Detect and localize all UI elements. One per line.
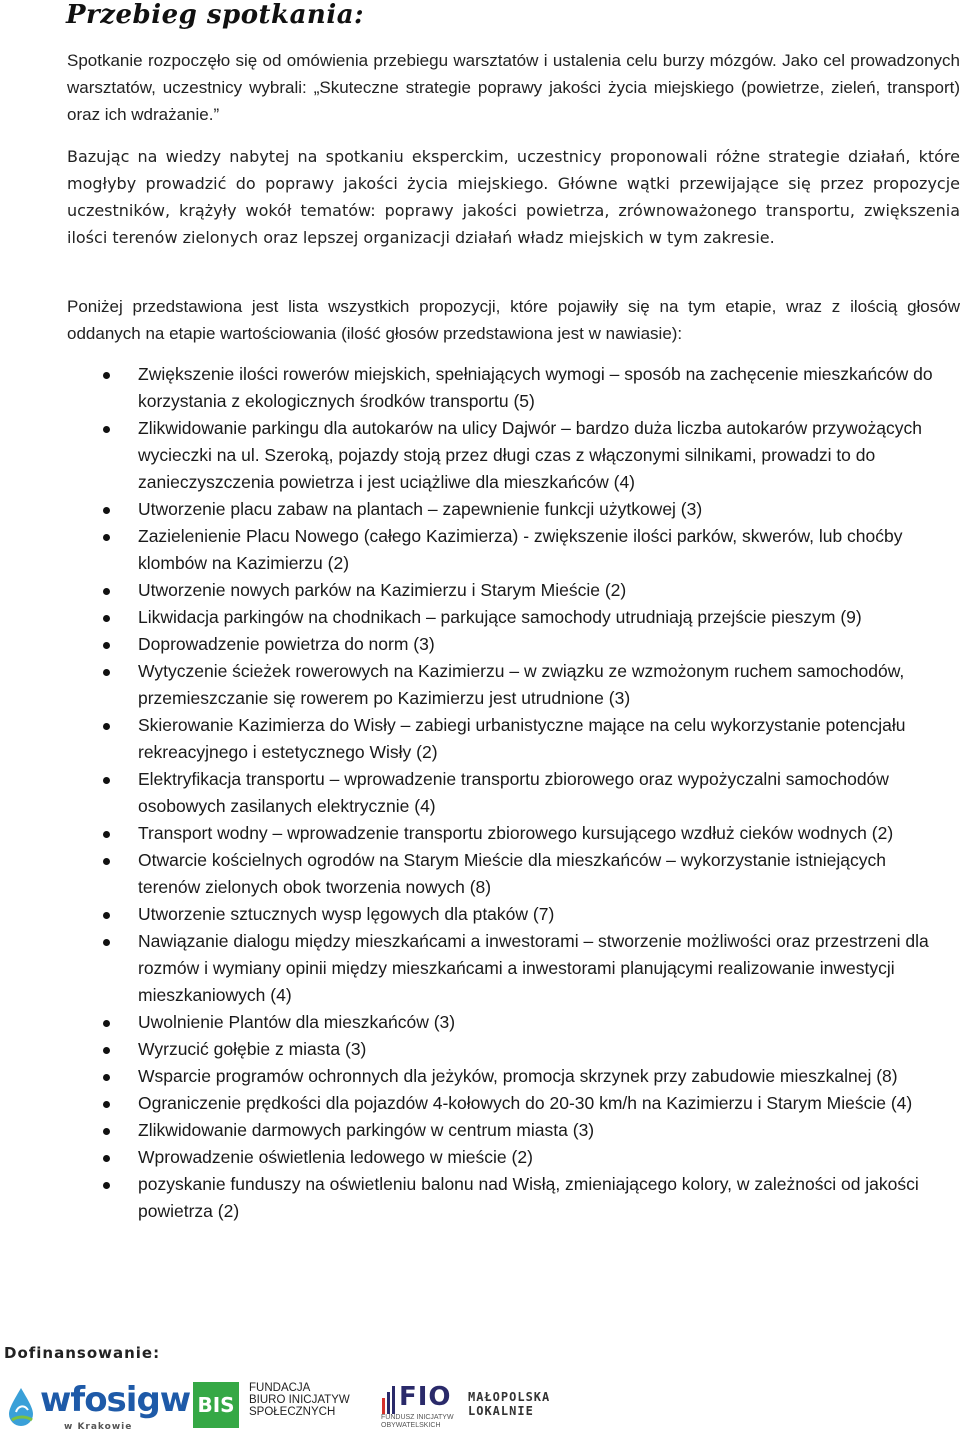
list-item: Likwidacja parkingów na chodnikach – parkujące samochody utrudniają przejście pieszym (9) [0, 604, 960, 631]
list-item: Skierowanie Kazimierza do Wisły – zabiegi urbanistyczne mające na celu wykorzystanie potencjału rekreacyjnego i estetycznego Wisły (2) [0, 712, 960, 766]
bullet-icon [103, 939, 110, 946]
bullet-icon [103, 372, 110, 379]
strategies-paragraph: Bazując na wiedzy nabytej na spotkaniu eksperckim, uczestnicy proponowali różne strategie działań, które mogłyby prowadzić do poprawy jakości życia miejskiego. Główne wątki przewijające się przez propozycje uczestników, krążyły wokół tematów: poprawy jakości powietrza, zrównoważonego transportu, zwiększenia ilości terenów zielonych oraz lepszej organizacji działań władz miejskich w tym zakresie. [67, 147, 960, 247]
intro-paragraph: Spotkanie rozpoczęło się od omówienia przebiegu warsztatów i ustalenia celu burzy mózgów. Jako cel prowadzonych warsztatów, uczestnicy wybrali: „Skuteczne strategie poprawy jakości życia miejskiego (powietrze, zieleń, transport) oraz ich wdrażanie.” [67, 51, 960, 124]
bullet-icon [103, 912, 110, 919]
bis-logo [193, 1382, 363, 1432]
bullet-icon [103, 1101, 110, 1108]
wfosigw-subtitle: w Krakowie [64, 1422, 133, 1432]
wfosigw-wordmark: wfosigw [40, 1380, 191, 1420]
list-item: Zwiększenie ilości rowerów miejskich, spełniających wymogi – sposób na zachęcenie mieszkańców do korzystania z ekologicznych środków transportu (5) [0, 361, 960, 415]
bullet-icon [103, 534, 110, 541]
bullet-icon [103, 723, 110, 730]
bullet-icon [103, 642, 110, 649]
list-item: Utworzenie nowych parków na Kazimierzu i Starym Mieście (2) [0, 577, 960, 604]
fio-wordmark: FIO [399, 1382, 452, 1412]
bullet-icon [103, 615, 110, 622]
proposals-list [0, 361, 960, 1225]
list-item: Elektryfikacja transportu – wprowadzenie transportu zbiorowego oraz wypożyczalni samochodów osobowych zasilanych elektrycznie (4) [0, 766, 960, 820]
list-item: pozyskanie funduszy na oświetleniu balonu nad Wisłą, zmieniającego kolory, w zależności od jakości powietrza (2) [0, 1171, 960, 1225]
list-intro-paragraph: Poniżej przedstawiona jest lista wszystkich propozycji, które pojawiły się na tym etapie, wraz z ilością głosów oddanych na etapie wartościowania (ilość głosów przedstawiona jest w nawiasie): [67, 297, 960, 343]
bis-mark: BIS [193, 1382, 239, 1428]
list-item: Zlikwidowanie darmowych parkingów w centrum miasta (3) [0, 1117, 960, 1144]
malopolska-lokalnie-logo: MAŁOPOLSKA LOKALNIE [468, 1390, 551, 1418]
wfosigw-logo [6, 1380, 191, 1436]
list-item: Zlikwidowanie parkingu dla autokarów na ulicy Dajwór – bardzo duża liczba autokarów przywożących wycieczki na ul. Szeroką, pojazdy stoją przez długi czas z włączonymi silnikami, prowadzi to do zanieczyszczenia powietrza i jest uciążliwe dla mieszkańców (4) [0, 415, 960, 496]
list-item: Doprowadzenie powietrza do norm (3) [0, 631, 960, 658]
funding-label: Dofinansowanie: [4, 1344, 161, 1362]
fio-logo [381, 1382, 461, 1432]
list-item: Wsparcie programów ochronnych dla jeżyków, promocja skrzynek przy zabudowie mieszkalnej (8) [0, 1063, 960, 1090]
bis-name: FUNDACJA BIURO INICJATYW SPOŁECZNYCH [249, 1382, 350, 1418]
list-item: Otwarcie kościelnych ogrodów na Starym Mieście dla mieszkańców – wykorzystanie istniejących terenów zielonych obok tworzenia nowych (8) [0, 847, 960, 901]
fio-subtitle: FUNDUSZ INICJATYW OBYWATELSKICH [381, 1414, 454, 1429]
bullet-icon [103, 1182, 110, 1189]
list-item: Wyrzucić gołębie z miasta (3) [0, 1036, 960, 1063]
bullet-icon [103, 1047, 110, 1054]
bullet-icon [103, 1074, 110, 1081]
list-item: Transport wodny – wprowadzenie transportu zbiorowego kursującego wzdłuż cieków wodnych (2) [0, 820, 960, 847]
list-item: Wytyczenie ścieżek rowerowych na Kazimierzu – w związku ze wzmożonym ruchem samochodów, przemieszczanie się rowerem po Kazimierzu jest utrudnione (3) [0, 658, 960, 712]
bullet-icon [103, 426, 110, 433]
list-item: Uwolnienie Plantów dla mieszkańców (3) [0, 1009, 960, 1036]
bullet-icon [103, 1155, 110, 1162]
fio-bars-icon [381, 1384, 397, 1414]
bullet-icon [103, 669, 110, 676]
bullet-icon [103, 507, 110, 514]
water-drop-icon [6, 1386, 36, 1426]
bullet-icon [103, 858, 110, 865]
bullet-icon [103, 588, 110, 595]
bullet-icon [103, 1128, 110, 1135]
list-item: Wprowadzenie oświetlenia ledowego w mieście (2) [0, 1144, 960, 1171]
bullet-icon [103, 777, 110, 784]
list-item: Nawiązanie dialogu między mieszkańcami a inwestorami – stworzenie możliwości oraz przestrzeni dla rozmów i wymiany opinii między mieszkańcami a inwestorami planującymi realizowanie inwestycji mieszkaniowych (4) [0, 928, 960, 1009]
bullet-icon [103, 1020, 110, 1027]
list-item: Zazielenienie Placu Nowego (całego Kazimierza) - zwiększenie ilości parków, skwerów, lub choćby klombów na Kazimierzu (2) [0, 523, 960, 577]
bullet-icon [103, 831, 110, 838]
list-item: Utworzenie sztucznych wysp lęgowych dla ptaków (7) [0, 901, 960, 928]
list-item: Utworzenie placu zabaw na plantach – zapewnienie funkcji użytkowej (3) [0, 496, 960, 523]
list-item: Ograniczenie prędkości dla pojazdów 4-kołowych do 20-30 km/h na Kazimierzu i Starym Mieście (4) [0, 1090, 960, 1117]
page-title: Przebieg spotkania: [66, 0, 365, 30]
sponsor-logos [0, 1376, 600, 1436]
